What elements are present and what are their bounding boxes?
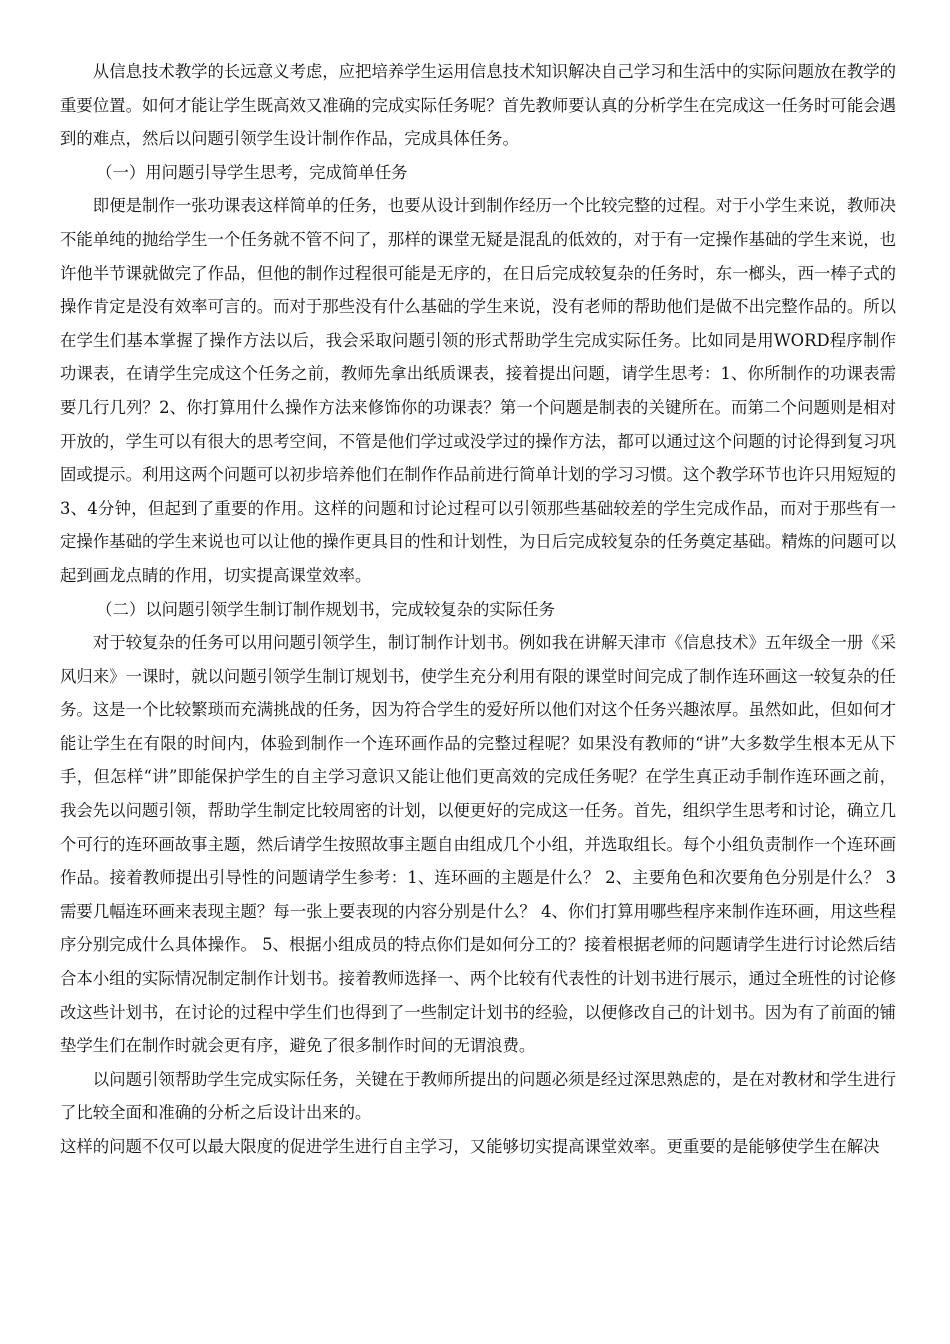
paragraph-section-2: 对于较复杂的任务可以用问题引领学生，制订制作计划书。例如我在讲解天津市《信息技术》五年级全一册《采风归来》一课时，就以问题引领学生制订规划书，使学生充分利用有限的课堂时间完成了制作连环画这一较复杂的任务。这是一个比较繁琐而充满挑战的任务，因为符合学生的爱好所以他们对这个任务兴趣浓厚。虽然如此，但如何才能让学生在有限的时间内，体验到制作一个连环画作品的完整过程呢？如果没有教师的“讲”大多数学生根本无从下手，但怎样“讲”即能保护学生的自主学习意识又能让他们更高效的完成任务呢？在学生真正动手制作连环画之前，我会先以问题引领，帮助学生制定比较周密的计划，以便更好的完成这一任务。首先，组织学生思考和讨论，确立几个可行的连环画故事主题，然后请学生按照故事主题自由组成几个小组，并选取组长。每个小组负责制作一个连环画作品。接着教师提出引导性的问题请学生参考：1、连环画的主题是什么？ 2、主要角色和次要角色分别是什么？ 3需要几幅连环画来表现主题？每一张上要表现的内容分别是什么？ 4、你们打算用哪些程序来制作连环画，用这些程序分别完成什么具体操作。 5、根据小组成员的特点你们是如何分工的？接着根据老师的问题请学生进行讨论然后结合本小组的实际情况制定制作计划书。接着教师选择一、两个比较有代表性的计划书进行展示，通过全班性的讨论修改这些计划书，在讨论的过程中学生们也得到了一些制定计划书的经验，以便修改自己的计划书。因为有了前面的铺垫学生们在制作时就会更有序，避免了很多制作时间的无谓浪费。: [60, 633, 896, 1056]
paragraph-intro: 从信息技术教学的长远意义考虑，应把培养学生运用信息技术知识解决自己学习和生活中的实际问题放在教学的重要位置。如何才能让学生既高效又准确的完成实际任务呢？首先教师要认真的分析学生在完成这一任务时可能会遇到的难点，然后以问题引领学生设计制作作品，完成具体任务。: [60, 62, 896, 149]
document-page: [60, 55, 896, 1164]
section-heading-2: （二）以问题引领学生制订制作规划书，完成较复杂的实际任务: [96, 599, 555, 619]
section-heading-1: （一）用问题引导学生思考，完成简单任务: [96, 162, 408, 182]
paragraph-continuation: 这样的问题不仅可以最大限度的促进学生进行自主学习，又能够切实提高课堂效率。更重要的是能够使学生在解决: [60, 1137, 880, 1156]
paragraph-section-1: 即便是制作一张功课表这样简单的任务，也要从设计到制作经历一个比较完整的过程。对于小学生来说，教师决不能单纯的抛给学生一个任务就不管不问了，那样的课堂无疑是混乱的低效的，对于有一定操作基础的学生来说，也许他半节课就做完了作品，但他的制作过程很可能是无序的，在日后完成较复杂的任务时，东一榔头，西一棒子式的操作肯定是没有效率可言的。而对于那些没有什么基础的学生来说，没有老师的帮助他们是做不出完整作品的。所以在学生们基本掌握了操作方法以后，我会采取问题引领的形式帮助学生完成实际任务。比如同是用WORD程序制作功课表，在请学生完成这个任务之前，教师先拿出纸质课表，接着提出问题，请学生思考：1、你所制作的功课表需要几行几列？2、你打算用什么操作方法来修饰你的功课表？第一个问题是制表的关键所在。而第二个问题则是相对开放的，学生可以有很大的思考空间，不管是他们学过或没学过的操作方法，都可以通过这个问题的讨论得到复习巩固或提示。利用这两个问题可以初步培养他们在制作作品前进行简单计划的学习习惯。这个教学环节也许只用短短的3、4分钟，但起到了重要的作用。这样的问题和讨论过程可以引领那些基础较差的学生完成作品，而对于那些有一定操作基础的学生来说也可以让他的操作更具目的性和计划性，为日后完成较复杂的任务奠定基础。精炼的问题可以起到画龙点睛的作用，切实提高课堂效率。: [60, 196, 896, 585]
paragraph-key-point: 以问题引领帮助学生完成实际任务，关键在于教师所提出的问题必须是经过深思熟虑的，是在对教材和学生进行了比较全面和准确的分析之后设计出来的。: [60, 1069, 896, 1123]
